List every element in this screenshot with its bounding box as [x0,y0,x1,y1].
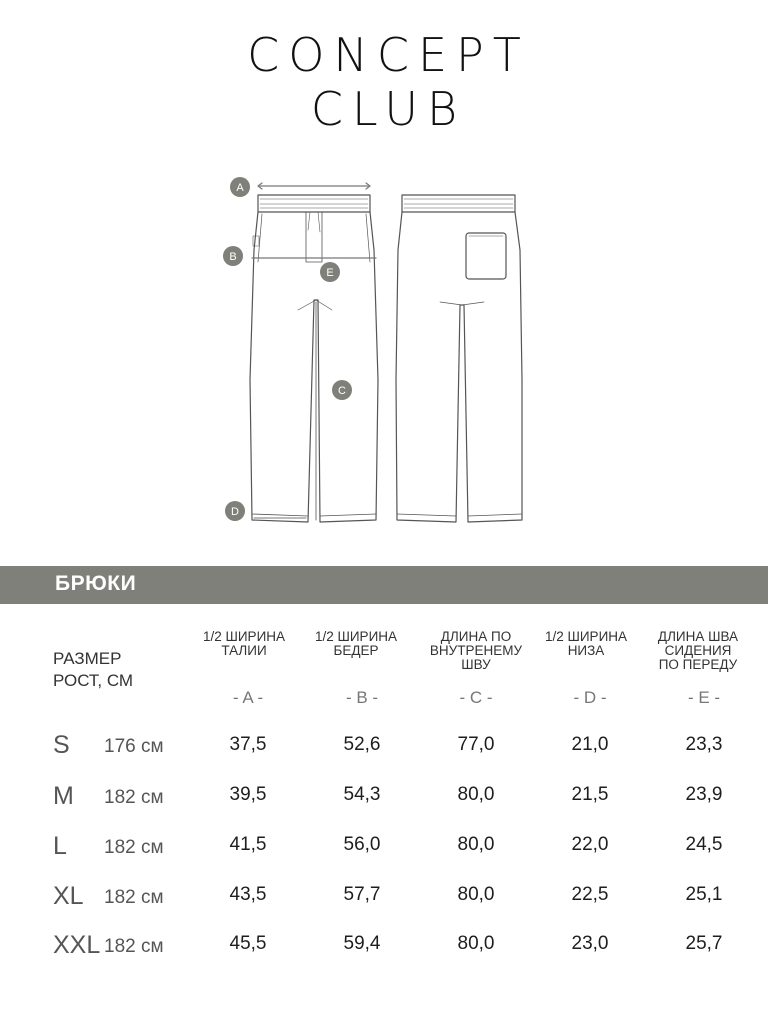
column-letter-c: - C - [459,688,493,707]
value-cell: 23,3 [685,734,723,755]
column-header-d [526,630,646,658]
column-header-line: ШВУ [461,657,491,672]
value-cell: 21,5 [571,784,609,805]
height-label: 182 см [104,837,164,858]
column-header-e [638,630,758,672]
size-label: XXL [53,931,101,959]
height-label: 176 см [104,736,164,757]
value-cell: 80,0 [457,834,495,855]
value-cell: 41,5 [229,834,267,855]
value-cell: 52,6 [343,734,381,755]
section-title: БРЮКИ [55,572,137,595]
column-header-b [296,630,416,658]
row-header-height: РОСТ, СМ [53,671,134,690]
value-cell: 54,3 [343,784,381,805]
value-cell: 57,7 [343,884,381,905]
height-label: 182 см [104,936,164,957]
pants-technical-drawing [210,168,550,538]
marker-e [320,262,340,282]
height-label: 182 см [104,787,164,808]
pants-back-view [396,195,522,522]
section-band [0,566,768,604]
marker-c-label: C [338,385,346,397]
marker-b [223,246,243,266]
marker-c [332,380,352,400]
value-cell: 43,5 [229,884,267,905]
value-cell: 23,0 [571,933,609,954]
column-header-line: ТАЛИИ [221,643,267,658]
value-cell: 24,5 [685,834,723,855]
column-header-line: ДЛИНА ПО [440,629,512,644]
measurement-markers [223,177,352,521]
value-cell: 80,0 [457,933,495,954]
size-label: S [53,731,70,759]
brand-logo-line1: CONCEPT [247,28,530,82]
marker-d-label: D [231,506,239,518]
column-header-line: 1/2 ШИРИНА [314,629,398,644]
column-letter-d: - D - [573,688,607,707]
marker-e-label: E [326,267,334,279]
brand-logo-line2: CLUB [310,82,467,136]
marker-d [225,501,245,521]
column-header-line: ПО ПЕРЕДУ [658,657,738,672]
column-letter-e: - E - [687,688,721,707]
value-cell: 21,0 [571,734,609,755]
value-cell: 77,0 [457,734,495,755]
column-header-line: СИДЕНИЯ [664,643,732,658]
size-label: XL [53,882,84,910]
value-cell: 25,1 [685,884,723,905]
column-header-line: ДЛИНА ШВА [657,629,739,644]
size-label: L [53,832,67,860]
pants-front-view [250,183,378,522]
column-header-line: 1/2 ШИРИНА [544,629,628,644]
size-label: M [53,782,74,810]
value-cell: 80,0 [457,784,495,805]
column-header-c [416,630,536,672]
column-header-line: ВНУТРЕНЕМУ [429,643,523,658]
column-header-line: БЕДЕР [333,643,379,658]
marker-a [230,177,250,197]
column-header-line: НИЗА [567,643,605,658]
value-cell: 22,0 [571,834,609,855]
value-cell: 80,0 [457,884,495,905]
value-cell: 45,5 [229,933,267,954]
height-label: 182 см [104,887,164,908]
row-header [53,648,133,692]
marker-b-label: B [229,251,237,263]
value-cell: 39,5 [229,784,267,805]
value-cell: 59,4 [343,933,381,954]
column-letter-b: - B - [345,688,379,707]
value-cell: 23,9 [685,784,723,805]
column-header-a [184,630,304,658]
value-cell: 22,5 [571,884,609,905]
value-cell: 37,5 [229,734,267,755]
value-cell: 25,7 [685,933,723,954]
value-cell: 56,0 [343,834,381,855]
row-header-size: РАЗМЕР [53,649,122,668]
column-letter-a: - A - [232,688,264,707]
marker-a-label: A [236,182,244,194]
column-header-line: 1/2 ШИРИНА [202,629,286,644]
